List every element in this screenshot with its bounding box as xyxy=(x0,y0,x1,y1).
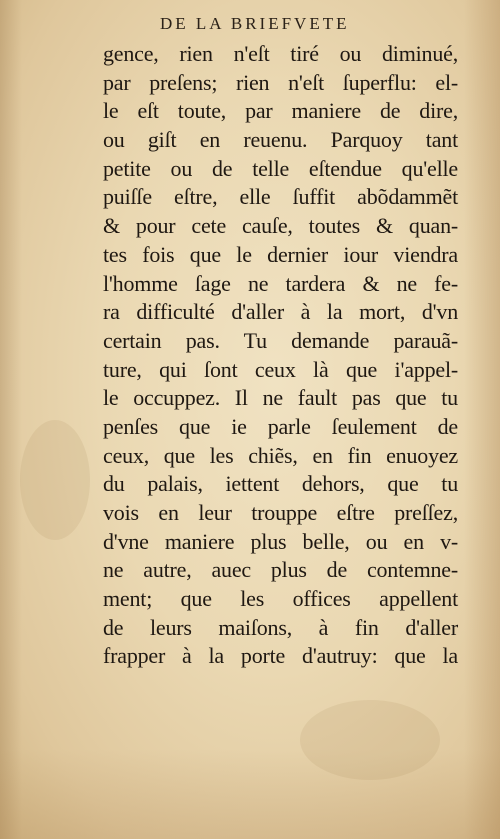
page-gutter-shadow xyxy=(0,0,22,839)
text-line: du palais, iettent dehors, que tu xyxy=(103,471,458,497)
text-line: ne autre, auec plus de contemne- xyxy=(103,557,458,583)
text-line: le eſt toute, par maniere de dire, xyxy=(103,98,458,124)
text-line: gence, rien n'eſt tiré ou diminué, xyxy=(103,41,458,66)
text-line: ceux, que les chiẽs, en fin enuoyez xyxy=(103,442,458,468)
body-text xyxy=(103,40,458,671)
text-line: ou giſt en reuenu. Parquoy tant xyxy=(103,127,458,153)
text-line: & pour cete cauſe, toutes & quan- xyxy=(103,213,458,239)
text-line: tes fois que le dernier iour viendra xyxy=(103,241,458,267)
page-edge-shadow xyxy=(464,0,500,839)
text-line: ment; que les offices appellent xyxy=(103,586,458,612)
text-line: puiſſe eſtre, elle ſuffit abõdammẽt xyxy=(103,184,458,210)
text-line: ra difficulté d'aller à la mort, d'vn xyxy=(103,299,458,325)
running-head: DE LA BRIEFVETE xyxy=(160,14,350,33)
text-line: le occuppez. Il ne fault pas que tu xyxy=(103,385,458,411)
text-line: par preſens; rien n'eſt ſuperflu: el- xyxy=(103,69,458,95)
text-line: certain pas. Tu demande parauã- xyxy=(103,327,458,353)
text-line: l'homme ſage ne tardera & ne fe- xyxy=(103,270,458,296)
text-line: ture, qui ſont ceux là que i'appel- xyxy=(103,356,458,382)
text-line: penſes que ie parle ſeulement de xyxy=(103,413,458,439)
text-line: d'vne maniere plus belle, ou en v- xyxy=(103,528,458,554)
text-line: vois en leur trouppe eſtre preſſez, xyxy=(103,500,458,525)
text-line: de leurs maiſons, à fin d'aller xyxy=(103,614,458,640)
paper-stain xyxy=(20,420,90,540)
paper-stain xyxy=(300,700,440,780)
text-line: petite ou de telle eſtendue qu'elle xyxy=(103,155,458,181)
text-line: frapper à la porte d'autruy: que la xyxy=(103,643,458,669)
